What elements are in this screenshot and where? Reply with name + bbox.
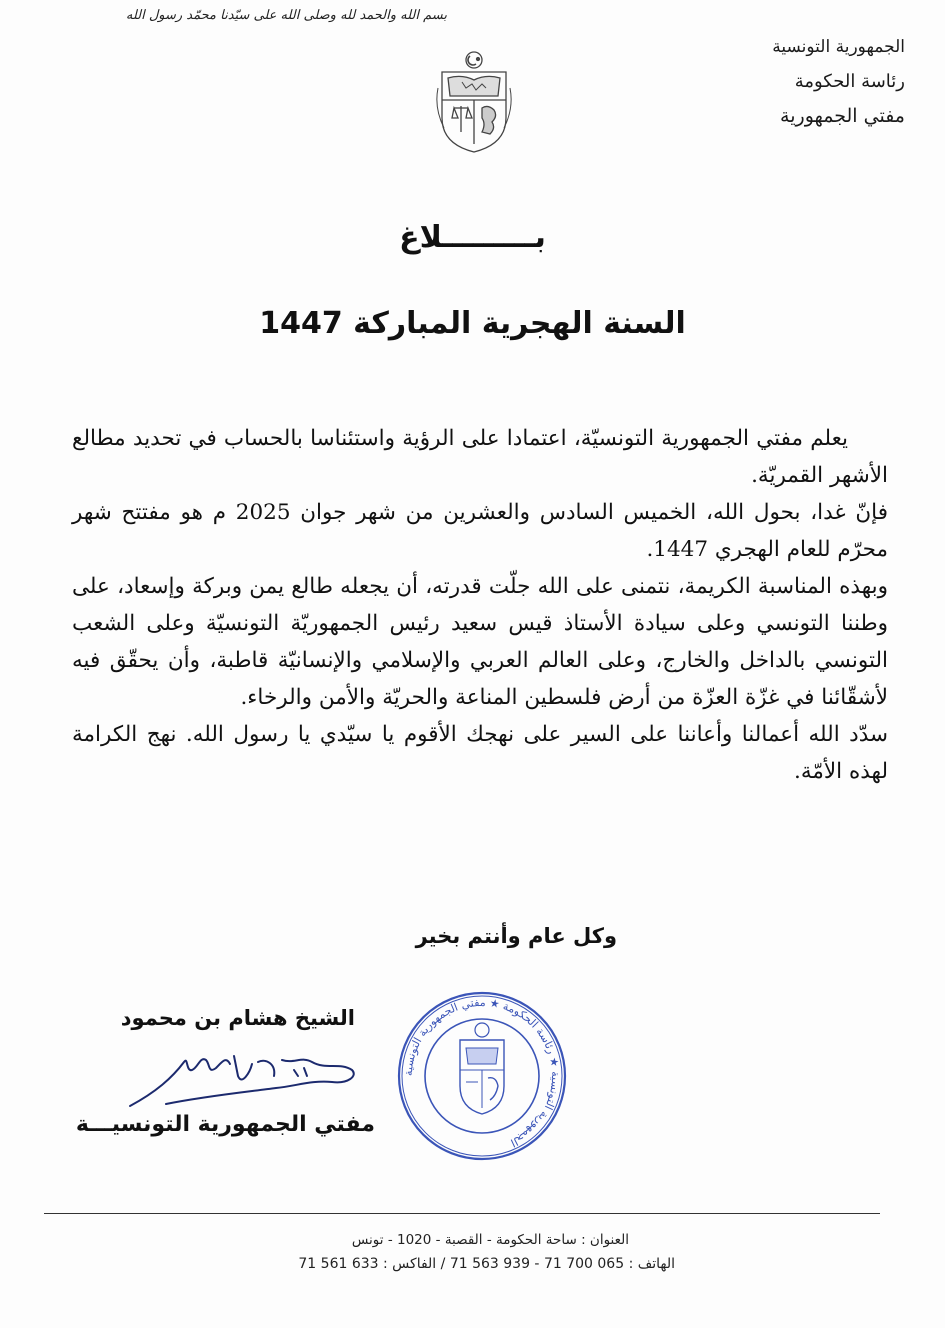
footer-contact <box>35 1256 675 1272</box>
paragraph-date: فإنّ غدا، بحول الله، الخميس السادس والعشرين من شهر جوان 2025 م هو مفتتح شهر محرّم للعام الهجري 1447. <box>72 500 889 562</box>
paragraph-announcement: يعلم مفتي الجمهورية التونسيّة، اعتمادا على الرؤية واستئناسا بالحساب في تحديد مطالع الأشهر القمريّة. <box>72 426 888 488</box>
address-label: العنوان : <box>581 1232 629 1248</box>
document-subtitle: السنة الهجرية المباركة 1447 <box>259 306 686 341</box>
closing-greeting: وكل عام وأنتم بخير <box>415 924 617 948</box>
phone-label: الهاتف : <box>628 1256 675 1272</box>
fax-label: / الفاكس : <box>383 1256 446 1272</box>
coat-of-arms-icon <box>432 48 516 154</box>
fax-value: 71 561 633 <box>298 1256 379 1272</box>
address-value: ساحة الحكومة - القصبة - 1020 - تونس <box>351 1232 577 1248</box>
issuer-header <box>725 38 905 128</box>
mufti-office-name: مفتي الجمهورية <box>780 105 905 128</box>
presidency-name: رئاسة الحكومة <box>794 70 905 92</box>
communique-body <box>72 420 888 790</box>
paragraph-wishes: وبهذه المناسبة الكريمة، نتمنى على الله جلّت قدرته، أن يجعله طالع يمن وبركة وإسعاد، على وطننا التونسي وعلى سيادة الأستاذ قيس سعيد رئيس الجمهوريّة التونسيّة وعلى الشعب التونسي بالداخل والخارج، وعلى العالم العربي والإسلامي والإنسانيّة قاطبة، وأن يحقّق فيه لأشقّائنا في غزّة العزّة من أرض فلسطين المناعة والحريّة والأمن والرخاء. <box>72 574 888 710</box>
footer-address <box>29 1232 629 1248</box>
signer-title: مفتي الجمهورية التونسيـــة <box>75 1112 375 1137</box>
document-title: بـــــــــلاغ <box>399 220 546 255</box>
stamp-ring-text: الجمهورية التونسية ★ رئاسة الحكومة ★ مفتي الجمهورية التونسية <box>401 995 563 1150</box>
official-seal-stamp <box>396 990 568 1162</box>
footer-divider <box>44 1213 880 1214</box>
republic-name: الجمهورية التونسية <box>772 37 905 57</box>
basmala-line: بسم الله والحمد لله وصلى الله على سيّدنا محمّد رسول الله <box>125 8 447 23</box>
handwritten-signature <box>126 1042 366 1112</box>
phone-value: 71 563 939 - 71 700 065 <box>449 1256 625 1272</box>
signer-name: الشيخ هشام بن محمود <box>120 1006 355 1030</box>
paragraph-prayer: سدّد الله أعمالنا وأعاننا على السير على نهجك الأقوم يا سيّدي يا رسول الله. نهج الكرامة لهذه الأمّة. <box>72 722 888 784</box>
